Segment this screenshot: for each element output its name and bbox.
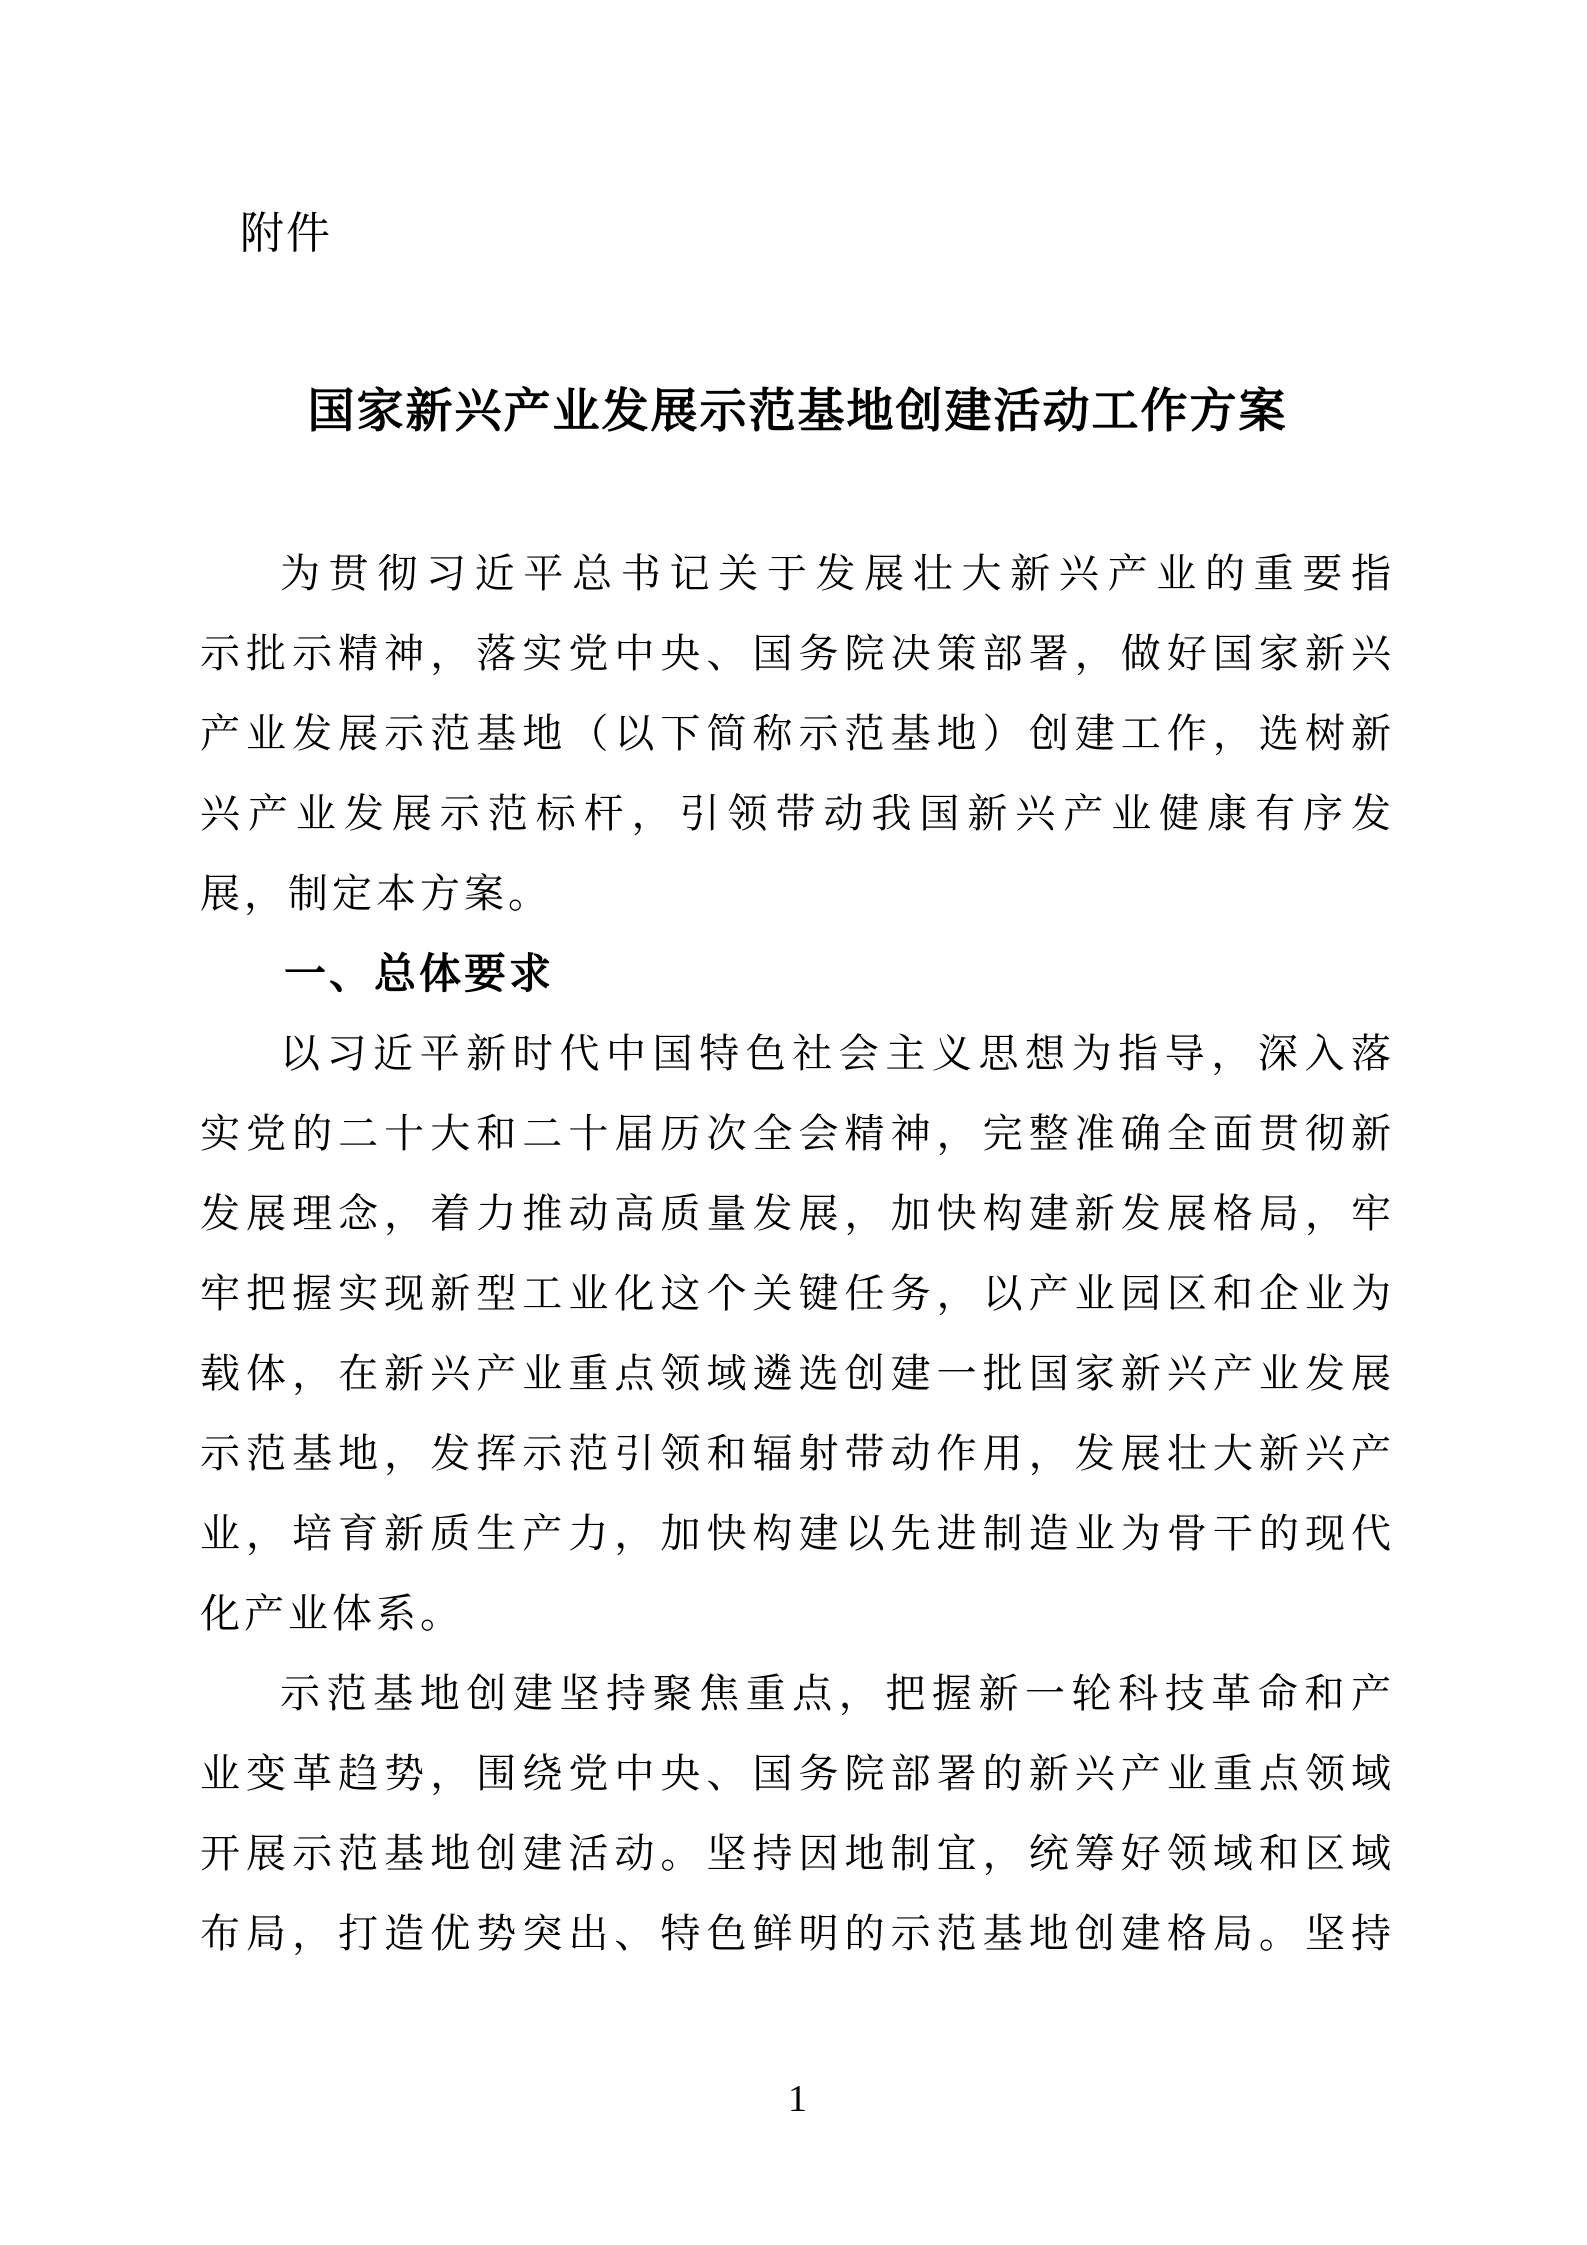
text-line: 产业发展示范基地（以下简称示范基地）创建工作，选树新 <box>200 711 1395 756</box>
text-line: 牢把握实现新型工业化这个关键任务，以产业园区和企业为 <box>200 1271 1395 1316</box>
text-line: 化产业体系。 <box>200 1591 464 1636</box>
text-line: 开展示范基地创建活动。坚持因地制宜，统筹好领域和区域 <box>200 1831 1395 1876</box>
text-line: 示范基地创建坚持聚焦重点，把握新一轮科技革命和产 <box>280 1671 1395 1716</box>
text-line: 发展理念，着力推动高质量发展，加快构建新发展格局，牢 <box>200 1191 1395 1236</box>
document-title: 国家新兴产业发展示范基地创建活动工作方案 <box>307 386 1288 438</box>
attachment-label: 附件 <box>240 209 332 258</box>
text-line: 布局，打造优势突出、特色鲜明的示范基地创建格局。坚持 <box>200 1911 1395 1956</box>
section-1-paragraph-2 <box>200 1654 1395 1974</box>
text-line: 业，培育新质生产力，加快构建以先进制造业为骨干的现代 <box>200 1511 1395 1556</box>
intro-paragraph <box>200 534 1395 934</box>
text-line: 示范基地，发挥示范引领和辐射带动作用，发展壮大新兴产 <box>200 1431 1395 1476</box>
text-line: 示批示精神，落实党中央、国务院决策部署，做好国家新兴 <box>200 631 1395 676</box>
text-line: 业变革趋势，围绕党中央、国务院部署的新兴产业重点领域 <box>200 1751 1395 1796</box>
text-line: 为贯彻习近平总书记关于发展壮大新兴产业的重要指 <box>280 551 1395 596</box>
text-line: 实党的二十大和二十届历次全会精神，完整准确全面贯彻新 <box>200 1111 1395 1156</box>
text-line: 展，制定本方案。 <box>200 871 552 916</box>
text-line: 以习近平新时代中国特色社会主义思想为指导，深入落 <box>280 1031 1395 1076</box>
page-number: 1 <box>788 2078 807 2120</box>
text-line: 兴产业发展示范标杆，引领带动我国新兴产业健康有序发 <box>200 791 1395 836</box>
section-1-paragraph-1 <box>200 1014 1395 1654</box>
section-1-heading: 一、总体要求 <box>284 950 555 997</box>
text-line: 载体，在新兴产业重点领域遴选创建一批国家新兴产业发展 <box>200 1351 1395 1396</box>
